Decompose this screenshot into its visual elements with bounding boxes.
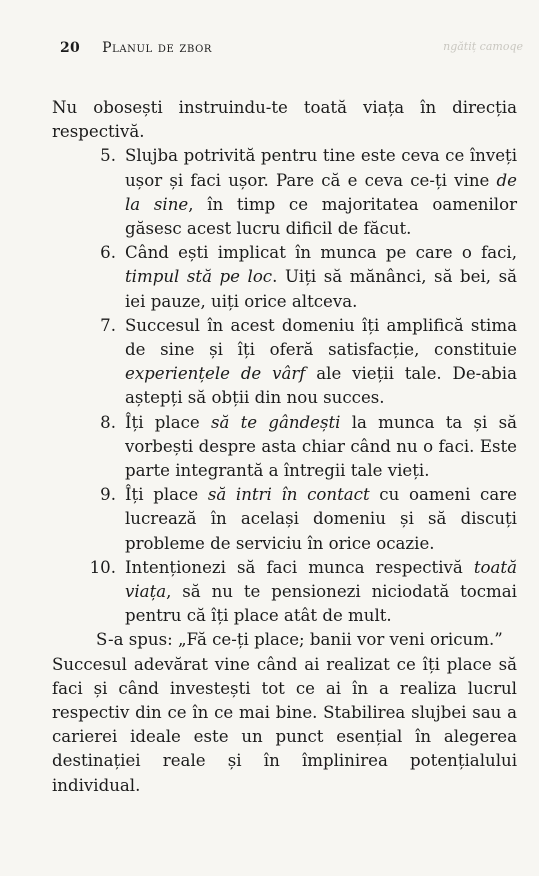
list-item-text	[125, 556, 517, 629]
list-number: 7.	[100, 315, 116, 335]
list-item-text	[125, 483, 517, 556]
text-run: Îți place	[125, 412, 211, 432]
text-run: Slujba potrivită pentru tine este ceva ce înveți ușor și faci ușor. Pare că e ceva ce-ți vine	[125, 146, 517, 190]
italic-run: toată viața	[125, 557, 517, 602]
list-item-text	[125, 314, 517, 411]
list-item	[52, 411, 517, 484]
text-run: Îți place	[125, 485, 208, 505]
running-title: Planul de zbor	[102, 40, 213, 56]
text-run: . Uiți să mănânci, să bei, să iei pauze, uiți orice altceva.	[125, 267, 517, 311]
text-run: Când ești implicat în munca pe care o faci,	[125, 243, 517, 263]
page-header	[60, 40, 499, 56]
italic-run: experiențele de vârf	[125, 364, 306, 384]
list-item	[52, 314, 517, 411]
list-number: 8.	[100, 412, 116, 432]
italic-run: de la sine	[125, 170, 517, 214]
list-item-text	[125, 144, 517, 241]
text-run: la munca ta și să vorbești despre asta chiar când nu o faci. Este parte integrantă a întregii tale vieți.	[125, 412, 517, 481]
list-number: 9.	[100, 485, 116, 505]
text-run: , să nu te pensionezi niciodată tocmai pentru că îți place atât de mult.	[125, 582, 517, 626]
italic-run: timpul stă pe loc	[125, 267, 273, 287]
list-item	[52, 241, 517, 314]
text-run: ale vieții tale. De-abia aștepți să obții din nou succes.	[125, 364, 517, 408]
continuation-paragraph: Nu obosești instruindu-te toată viața în direcția respectivă.	[52, 98, 517, 142]
numbered-list	[52, 144, 517, 628]
list-number: 5.	[100, 146, 116, 166]
italic-run: să intri în contact	[207, 485, 370, 505]
page-body	[52, 96, 517, 798]
text-run: , în timp ce majoritatea oamenilor găsesc acest lucru dificil de făcut.	[125, 194, 518, 239]
text-run: Succesul în acest domeniu îți amplifică stima de sine și îți oferă satisfacție, constituie	[125, 315, 517, 360]
bleed-through-text: ngătiț camoqe	[443, 40, 523, 53]
quote-paragraph: S-a spus: „Fă ce-ți place; banii vor veni oricum.”	[96, 630, 503, 650]
text-run: cu oameni care lucrează în același domeniu și să discuți probleme de serviciu în orice ocazie.	[125, 485, 517, 553]
page-number: 20	[60, 40, 81, 56]
italic-run: să te gândești	[210, 412, 341, 432]
list-item	[52, 556, 517, 629]
list-number: 6.	[100, 243, 116, 263]
closing-paragraph: Succesul adevărat vine când ai realizat ce îți place să faci și când investești tot ce ai în a realiza lucrul respectiv din ce în ce mai bine. Stabilirea slujbei sau a carierei ideale este un punct esențial în alegerea destinației reale și în împlinirea potențialului individual.	[52, 654, 517, 795]
list-number: 10.	[89, 557, 116, 577]
list-item	[52, 144, 517, 241]
list-item-text	[125, 241, 517, 314]
text-run: Intenționezi să faci munca respectivă	[125, 557, 474, 577]
list-item-text	[125, 411, 517, 484]
list-item	[52, 483, 517, 556]
